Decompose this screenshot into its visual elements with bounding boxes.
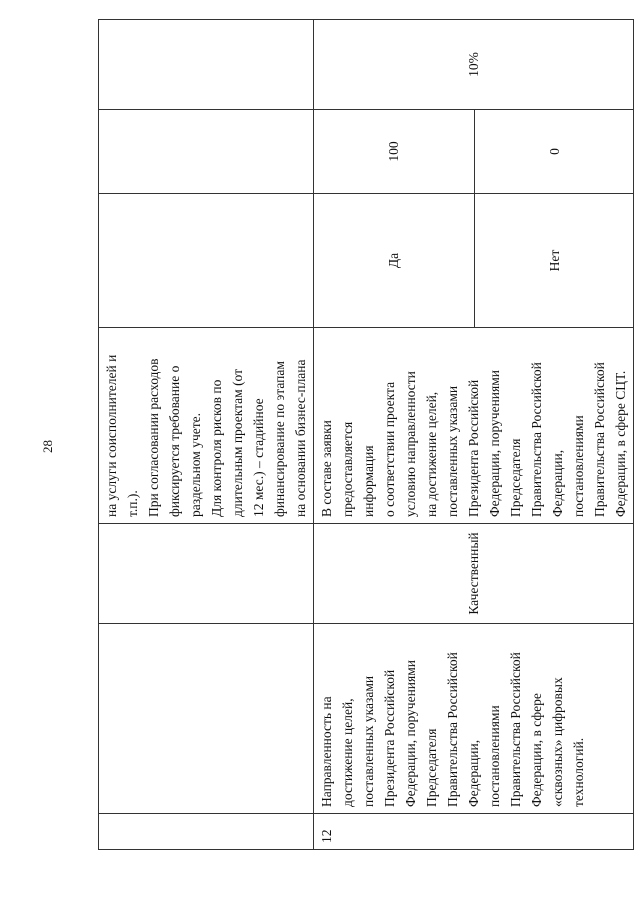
score-cell — [99, 110, 314, 194]
criterion-line: Направленность на — [319, 696, 334, 807]
answer-cell — [99, 194, 314, 328]
description-line: 12 мес.) – стадийное — [251, 398, 266, 517]
criterion-line: «сквозных» цифровых — [550, 677, 565, 807]
description-line: Председателя — [508, 438, 523, 517]
score-yes: 100 — [314, 110, 475, 193]
score-cell — [314, 110, 634, 194]
description-line: Для контроля рисков по — [209, 379, 224, 517]
answer-no: Нет — [546, 249, 562, 272]
description-line: финансирование по этапам — [272, 361, 287, 517]
criterion-line: поставленных указами — [361, 675, 376, 807]
description-line: на услуги соисполнителей и — [104, 354, 119, 517]
description-line: длительным проектам (от — [230, 368, 245, 517]
row-num-cell — [99, 814, 314, 850]
answer-yes: Да — [314, 194, 475, 327]
description-line: При согласовании расходов — [146, 358, 161, 517]
weight-cell — [99, 20, 314, 110]
description-line: Президента Российской — [466, 379, 481, 517]
type-cell — [99, 524, 314, 624]
rotated-table-container — [98, 20, 628, 850]
description-line: Федерации, — [550, 449, 565, 517]
description-line: Федерации, поручениями — [487, 369, 502, 517]
description-line: на основании бизнес-плана — [293, 359, 308, 517]
criterion-cell — [314, 624, 634, 814]
description-cell — [314, 328, 634, 524]
criterion-line: Федерации, в сфере — [529, 693, 544, 807]
criterion-line: Федерации, поручениями — [403, 659, 418, 807]
score-no: 0 — [546, 148, 562, 155]
description-line: информация — [361, 445, 376, 517]
description-line: на достижение целей, — [424, 391, 439, 517]
table-row — [99, 20, 314, 850]
description-line: раздельном учете. — [188, 412, 203, 517]
answer-cell — [314, 194, 634, 328]
description-line: о соответствии проекта — [382, 381, 397, 517]
criterion-line: Правительства Российской — [445, 652, 460, 807]
criterion-line: достижение целей, — [340, 698, 355, 807]
criterion-cell — [99, 624, 314, 814]
description-line: Правительства Российской — [592, 362, 607, 517]
criterion-line: Президента Российской — [382, 669, 397, 807]
criterion-line: Правительства Российской — [508, 652, 523, 807]
description-line: т.п.). — [125, 490, 140, 517]
criteria-table — [98, 19, 634, 850]
description-line: постановлениями — [571, 415, 586, 517]
description-line: поставленных указами — [445, 385, 460, 517]
description-line: условию направленности — [403, 371, 418, 517]
weight-cell: 10% — [314, 20, 634, 110]
criterion-line: постановлениями — [487, 705, 502, 807]
description-line: В составе заявки — [319, 420, 334, 517]
type-cell: Качественный — [314, 524, 634, 624]
criterion-line: Председателя — [424, 728, 439, 807]
table-row — [314, 20, 634, 850]
criterion-line: технологий. — [571, 737, 586, 807]
description-cell — [99, 328, 314, 524]
row-num-cell: 12 — [314, 814, 634, 850]
description-line: Правительства Российской — [529, 362, 544, 517]
criterion-line: Федерации, — [466, 739, 481, 807]
description-line: Федерации, в сфере СЦТ. — [613, 370, 628, 517]
description-line: предоставляется — [340, 421, 355, 517]
page-number: 28 — [40, 440, 55, 453]
description-line: фиксируется требование о — [167, 365, 182, 517]
